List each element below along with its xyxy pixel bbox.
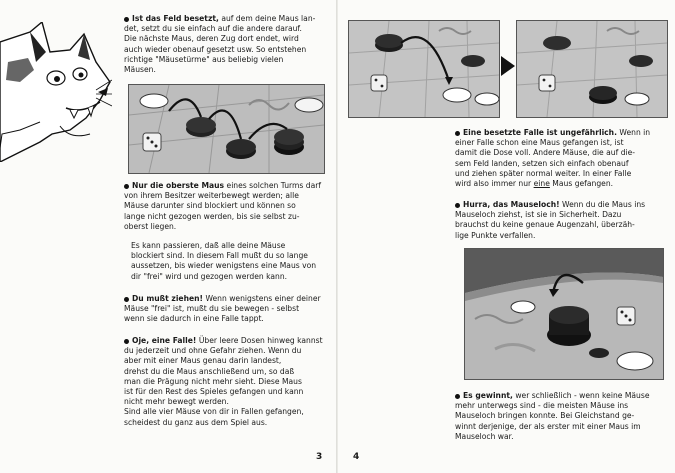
photo-mouse-tower bbox=[128, 84, 325, 174]
paragraph-trap: Oje, eine Falle! Über leere Dosen hinweg kannst du jederzeit und ohne Gefahr ziehen. Wenn du aber mit einer Maus genau darin landest, drehst du die Maus anschließend um, so daß man die Prägung nicht mehr sieht. Diese Maus ist für den Rest des Spieles gefangen und kann nicht mehr bewegt werden. Sind alle vier Mäuse von dir in Fallen gefangen, scheidest du ganz aus dem Spiel aus. bbox=[124, 336, 323, 427]
lead-text: Du mußt ziehen! bbox=[132, 294, 204, 303]
bullet-icon bbox=[124, 297, 129, 302]
bullet-icon bbox=[455, 203, 460, 208]
bullet-icon bbox=[124, 184, 129, 189]
page-number: 3 bbox=[316, 452, 323, 462]
photo-mousehole bbox=[464, 248, 664, 380]
arrow-right-icon bbox=[501, 56, 515, 76]
lead-text: Hurra, das Mauseloch! bbox=[463, 200, 560, 209]
page-number: 4 bbox=[353, 452, 360, 462]
lead-text: Es gewinnt, bbox=[463, 391, 513, 400]
paragraph-occupied-trap: Eine besetzte Falle ist ungefährlich. Wenn in einer Falle schon eine Maus gefangen ist, ist damit die Dose voll. Andere Mäuse, die auf die- sem Feld landen, setzen sich einfach obenauf und ziehen später normal weiter. In einer Falle wird also immer nur eine Maus gefangen. bbox=[455, 128, 651, 189]
lead-text: Nur die oberste Maus bbox=[132, 181, 225, 190]
bullet-icon bbox=[124, 339, 129, 344]
lead-text: Oje, eine Falle! bbox=[132, 336, 197, 345]
bullet-icon bbox=[455, 394, 460, 399]
paragraph-must-move: Du mußt ziehen! Wenn wenigstens einer deiner Mäuse "frei" ist, mußt du sie bewegen - selbst wenn sie dadurch in eine Falle tappt. bbox=[124, 294, 321, 324]
paragraph-top-mouse: Nur die oberste Maus eines solchen Turms darf von ihrem Besitzer weiterbewegt werden; alle Mäuse darunter sind blockiert und können so lange nicht gezogen werden, bis sie selbst zu- oberst liegen. bbox=[124, 181, 322, 231]
photo-trap-before bbox=[348, 20, 500, 118]
paragraph-mousehole: Hurra, das Mauseloch! Wenn du die Maus ins Mauseloch ziehst, ist sie in Sicherheit. Dazu brauchst du keine genaue Augenzahl, überzäh- lige Punkte verfallen. bbox=[455, 200, 646, 240]
paragraph-winner: Es gewinnt, wer schließlich - wenn keine Mäuse mehr unterwegs sind - die meisten Mäuse ins Mauseloch bringen konnte. Bei Gleichstand ge- winnt derjenige, der als erster mit einer Maus im Mauseloch war. bbox=[455, 391, 650, 441]
bullet-icon bbox=[124, 17, 129, 22]
paragraph-field-occupied: Ist das Feld besetzt, auf dem deine Maus lan- det, setzt du sie einfach auf die andere darauf. Die nächste Maus, deren Zug dort endet, wird auch wieder obenauf gesetzt usw. So entstehen richtige "Mäusetürme" aus beliebig vielen Mäusen. bbox=[124, 14, 316, 75]
bullet-icon bbox=[455, 131, 460, 136]
lead-text: Ist das Feld besetzt, bbox=[132, 14, 219, 23]
cat-illustration bbox=[0, 22, 112, 162]
right-page bbox=[338, 0, 675, 473]
lead-text: Eine besetzte Falle ist ungefährlich. bbox=[463, 128, 617, 137]
photo-trap-after bbox=[516, 20, 668, 118]
paragraph-all-blocked: Es kann passieren, daß alle deine Mäuse blockiert sind. In diesem Fall mußt du so lange aussetzen, bis wieder wenigstens eine Maus von dir "frei" wird und gezogen werden kann. bbox=[131, 241, 317, 281]
